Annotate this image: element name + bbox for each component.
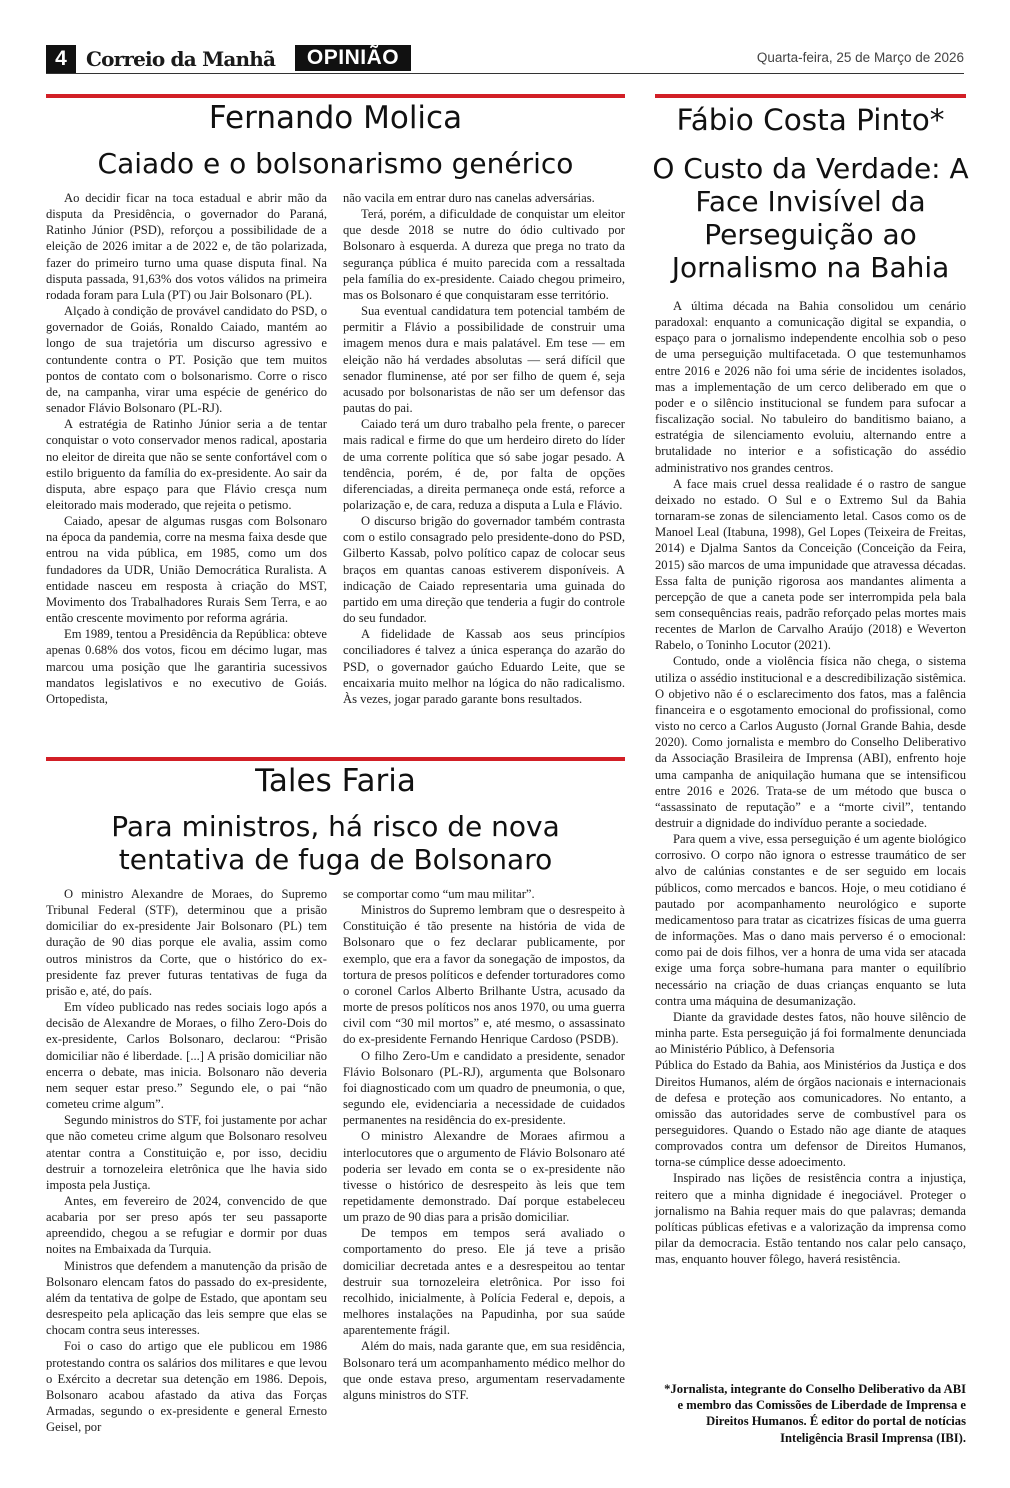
paragraph: De tempos em tempos será avaliado o comportamento do preso. Ele já teve a prisão domiciliar decretada antes e a desrespeitou ao tentar destruir sua tornozeleira eletrônica. Por isso foi recolhido, inicialmente, à Polícia Federal e, depois, a melhores instalações na Papudinha, por sua saúde aparentemente frágil. — [343, 1226, 625, 1338]
article2-column-2 — [343, 886, 625, 1451]
paragraph: Inspirado nas lições de resistência contra a injustiça, reitero que a minha dignidade é inegociável. Proteger o jornalismo na Bahia requer mais do que palavras; demanda políticas públicas efetivas e a valorização da imprensa como pilar da democracia. Estão tentando nos calar pelo cansaço, mas, enquanto houver fôlego, haverá resistência. — [655, 1171, 966, 1267]
article2-column-1 — [46, 886, 327, 1451]
section-label: OPINIÃO — [295, 45, 411, 71]
paragraph: A fidelidade de Kassab aos seus princípios conciliadores é talvez a única esperança do azarão do PSD, o governador gaúcho Eduardo Leite, que se encaixaria muito melhor na lógica do não radicalismo. Às vezes, jogar parado garante bons resultados. — [343, 627, 625, 706]
article3-headline: O Custo da Verdade: A Face Invisível da Perseguição ao Jornalismo na Bahia — [652, 152, 969, 284]
paragraph: O ministro Alexandre de Moraes afirmou a interlocutores que o argumento de Flávio Bolsonaro até poderia ser levado em conta se o ex-presidente não tivesse o histórico de desrespeito às leis que tem repetidamente demonstrado. Daí porque estabeleceu um prazo de 90 dias para a prisão domiciliar. — [343, 1129, 625, 1225]
paragraph: Foi o caso do artigo que ele publicou em 1986 protestando contra os salários dos militares e que levou o Exército a decretar sua detenção em 1986. Depois, Bolsonaro acabou afastado da ativa das Forças Armadas, segundo o ex-presidente e general Ernesto Geisel, por — [46, 1339, 327, 1435]
paragraph: Para quem a vive, essa perseguição é um agente biológico corrosivo. O corpo não ignora o estresse traumático de ser alvo de calúnias constantes e de ser seguido em locais públicos, como mercados e bancos. Hoje, o meu cotidiano é pautado por acompanhamento neurológico e suporte medicamentoso para tratar as cicatrizes físicas de uma guerra de informações. Mas o dano mais perverso é o emocional: como pai de dois filhos, ver a honra de uma vida ser atacada exige uma força sobre-humana para manter o equilíbrio necessário na criação de duas crianças enquanto se luta contra uma máquina de desumanização. — [655, 832, 966, 1008]
paragraph: O filho Zero-Um e candidato a presidente, senador Flávio Bolsonaro (PL-RJ), argumenta que Bolsonaro foi diagnosticado com um quadro de pneumonia, o que, segundo ele, evidenciaria a necessidade de cuidados permanentes na residência do ex-presidente. — [343, 1048, 625, 1128]
header-divider — [46, 73, 964, 74]
paragraph: Segundo ministros do STF, foi justamente por achar que não cometeu crime algum que Bolsonaro resolveu atentar contra a Constituição e, por isso, decidiu destruir a tornozeleira eletrônica que lhe havia sido imposta pela Justiça. — [46, 1113, 327, 1192]
paragraph: Ao decidir ficar na toca estadual e abrir mão da disputa da Presidência, o governador do Paraná, Ratinho Júnior (PSD), reforçou a possibilidade de a eleição de 2026 imitar a de 2022 e, de tão polarizada, fazer do primeiro turno uma quase disputa final. Na disputa passada, 91,63% dos votos válidos na primeira rodada foram para Lula (PT) ou Jair Bolsonaro (PL). — [46, 191, 327, 302]
paragraph: Sua eventual candidatura tem potencial também de permitir a Flávio a possibilidade de construir uma imagem menos dura e mais palatável. Em tese — em eleição não há verdades absolutas — será difícil que senador fluminense, até por ser filho de quem é, seja acusado por bolsonaristas de não ser um defensor das pautas do pai. — [343, 304, 625, 416]
paragraph: O discurso brigão do governador também contrasta com o estilo consagrado pelo presidente-dono do PSD, Gilberto Kassab, polvo político capaz de colocar seus braços em quantas canoas estiverem disponíveis. A indicação de Caiado representaria uma guinada do partido em uma direção que tenderia a fugir do controle do seu fundador. — [343, 514, 625, 626]
paragraph: A última década na Bahia consolidou um cenário paradoxal: enquanto a comunicação digital se expandia, o espaço para o jornalismo independente encolhia sob o peso de uma perseguição multifacetada. O que testemunhamos entre 2016 e 2026 não foi uma série de incidentes isolados, mas a implementação de um cerco deliberado em que o poder e o silêncio institucional se fundem para sufocar a fiscalização social. No tabuleiro do banditismo baiano, a estratégia de silenciamento evoluiu, alternando entre a brutalidade no interior e a sofisticação do assédio administrativo nos grandes centros. — [655, 299, 966, 475]
paragraph: Caiado terá um duro trabalho pela frente, o parecer mais radical e firme do que um herdeiro direto do líder de uma corrente política que só sabe jogar pesado. A tendência, porém, é de, por falta de opções diferenciadas, a direita permaneça onde está, reforce a polarização e, de cara, reduza a disputa a Lula e Flávio. — [343, 417, 625, 512]
article2-author: Tales Faria — [255, 763, 416, 799]
article3-column — [655, 298, 966, 1368]
paragraph: Alçado à condição de provável candidato do PSD, o governador de Goiás, Ronaldo Caiado, mantém ao longo de sua trajetória um discurso agressivo e contundente contra o PT. Posição que tem muitos pontos de contato com o bolsonarismo. Corre o risco de, na campanha, virar uma espécie de genérico do senador Flávio Bolsonaro (PL-RJ). — [46, 304, 327, 416]
article1-body — [46, 190, 625, 735]
page-number: 4 — [46, 45, 76, 73]
paragraph: Caiado, apesar de algumas rusgas com Bolsonaro na época da pandemia, corre na mesma faixa desde que entrou na vida pública, em 1985, como um dos fundadores da UDR, União Democrática Ruralista. A entidade nasceu em resposta à criação do MST, Movimento dos Trabalhadores Rurais Sem Terra, e ao então crescente movimento por reforma agrária. — [46, 514, 327, 626]
article1-headline: Caiado e o bolsonarismo genérico — [97, 147, 574, 180]
article3-accent-rule — [655, 94, 966, 98]
paragraph: Ministros que defendem a manutenção da prisão de Bolsonaro elencam fatos do passado do ex-presidente, além da tentativa de golpe de Estado, que apontam seu desrespeito pela aplicação das leis sempre que elas se chocam contra seus interesses. — [46, 1258, 327, 1338]
paragraph: Antes, em fevereiro de 2024, convencido de que acabaria por ser preso após ter seu passaporte apreendido, chegou a se refugiar e dormir por duas noites na Embaixada da Turquia. — [46, 1193, 327, 1257]
paragraph: Ministros do Supremo lembram que o desrespeito à Constituição é tão presente na história de vida de Bolsonaro que o fez declarar publicamente, por exemplo, que era a favor da sonegação de impostos, da tortura de presos políticos e defender torturadores como o coronel Carlos Alberto Brilhante Ustra, acusado da morte de presos políticos nos anos 1970, ou uma guerra civil com “30 mil mortos” e, até mesmo, o assassinato do ex-presidente Fernando Henrique Cardoso (PSDB). — [343, 903, 625, 1047]
paragraph: O ministro Alexandre de Moraes, do Supremo Tribunal Federal (STF), determinou que a prisão domiciliar do ex-presidente Jair Bolsonaro (PL) tem duração de 90 dias porque ele avalia, assim como outros ministros da Corte, que o histórico do ex-presidente faz prever futuras tentativas de fuga da prisão e, até, do país. — [46, 887, 327, 998]
paragraph: Contudo, onde a violência física não chega, o sistema utiliza o assédio institucional e a descredibilização sistêmica. O objetivo não é o esclarecimento dos fatos, mas a falência financeira e o esgotamento emocional do profissional, como visto no cerco a Carlos Augusto (Jornal Grande Bahia, desde 2020). Como jornalista e membro do Conselho Deliberativo da Associação Brasileira de Imprensa (ABI), enfrento hoje uma campanha de aniquilação humana que se intensificou entre 2016 e 2026. Trata-se de um método que busca o “assassinato de reputação” e a “morte civil”, tentando destruir a dignidade do indivíduo perante a sociedade. — [655, 654, 966, 830]
masthead-logo: Correio da Manhã — [86, 47, 276, 71]
article1-author: Fernando Molica — [208, 100, 463, 136]
paragraph: A face mais cruel dessa realidade é o rastro de sangue deixado no estado. O Sul e o Extremo Sul da Bahia tornaram-se zonas de silenciamento letal. Casos como os de Manoel Leal (Itabuna, 1998), Gel Lopes (Teixeira de Freitas, 2014) e Djalma Santos da Conceição (Conceição da Feira, 2015) são marcos de uma impunidade que atravessa décadas. Essa falta de punição rigorosa aos mandantes alimenta a percepção de que a caneta pode ser interrompida pela bala sem consequências reais, padrão reforçado pelas mortes mais recentes de Marlon de Carvalho Araújo (2018) e Weverton Rabelo, o Toninho Locutor (2021). — [655, 476, 966, 653]
article2-headline: Para ministros, há risco de nova tentativa de fuga de Bolsonaro — [111, 810, 560, 876]
paragraph: Em 1989, tentou a Presidência da República: obteve apenas 0.68% dos votos, ficou em décimo lugar, mas marcou uma posição que lhe garantiria sucessivos mandatos legislativos e no executivo de Goiás. Ortopedista, — [46, 627, 327, 706]
article3-body — [655, 298, 966, 1368]
article2-body — [46, 886, 625, 1451]
paragraph: não vacila em entrar duro nas canelas adversárias. — [343, 191, 595, 205]
paragraph: se comportar como “um mau militar”. — [343, 887, 535, 901]
article1-column-1 — [46, 190, 327, 735]
author-bio-note: *Jornalista, integrante do Conselho Deliberativo da ABI e membro das Comissões de Liberdade de Imprensa e Direitos Humanos. É editor do portal de notícias Inteligência Brasil Imprensa (IBI). — [664, 1382, 966, 1445]
paragraph: Terá, porém, a dificuldade de conquistar um eleitor que desde 2018 se nutre do ódio cultivado por Bolsonaro à esquerda. A dureza que prega no trato da segurança pública é muito parecida com a ressaltada pela família do ex-presidente. Caiado chegou primeiro, mas os Bolsonaro é que conquistaram esse território. — [343, 207, 625, 302]
article1-column-2 — [343, 190, 625, 735]
article3-author: Fábio Costa Pinto* — [676, 103, 945, 137]
issue-date: Quarta-feira, 25 de Março de 2026 — [756, 50, 964, 65]
paragraph: Diante da gravidade destes fatos, não houve silêncio de minha parte. Esta perseguição já foi formalmente denunciada ao Ministério Público, à Defensoria — [655, 1009, 966, 1057]
paragraph: A estratégia de Ratinho Júnior seria a de tentar conquistar o voto conservador menos radical, apostaria no eleitor de direita que não se sente confortável com o estilo briguento da família do ex-presidente. Ao sair da disputa, abre espaço para que Flávio cresça num eleitorado mais moderado, que rejeita o petismo. — [46, 417, 327, 512]
paragraph: Além do mais, nada garante que, em sua residência, Bolsonaro terá um acompanhamento médico melhor do que onde estava preso, argumentam reservadamente alguns ministros do STF. — [343, 1339, 625, 1402]
paragraph: Pública do Estado da Bahia, aos Ministérios da Justiça e dos Direitos Humanos, além de órgãos nacionais e internacionais de defesa e proteção aos comunicadores. No entanto, a omissão das autoridades serve de combustível para os perseguidores. Quando o Estado não age diante de ataques comprovados contra um defensor de Direitos Humanos, torna-se cúmplice desse adoecimento. — [655, 1058, 966, 1170]
paragraph: Em vídeo publicado nas redes sociais logo após a decisão de Alexandre de Moraes, o filho Zero-Dois do ex-presidente, Carlos Bolsonaro, declarou: “Prisão domiciliar não é liberdade. [...] A prisão domiciliar não encerra o debate, mas inicia. Bolsonaro não deveria nem sequer estar preso.” Segundo ele, o pai “não cometeu crime algum”. — [46, 1000, 327, 1112]
